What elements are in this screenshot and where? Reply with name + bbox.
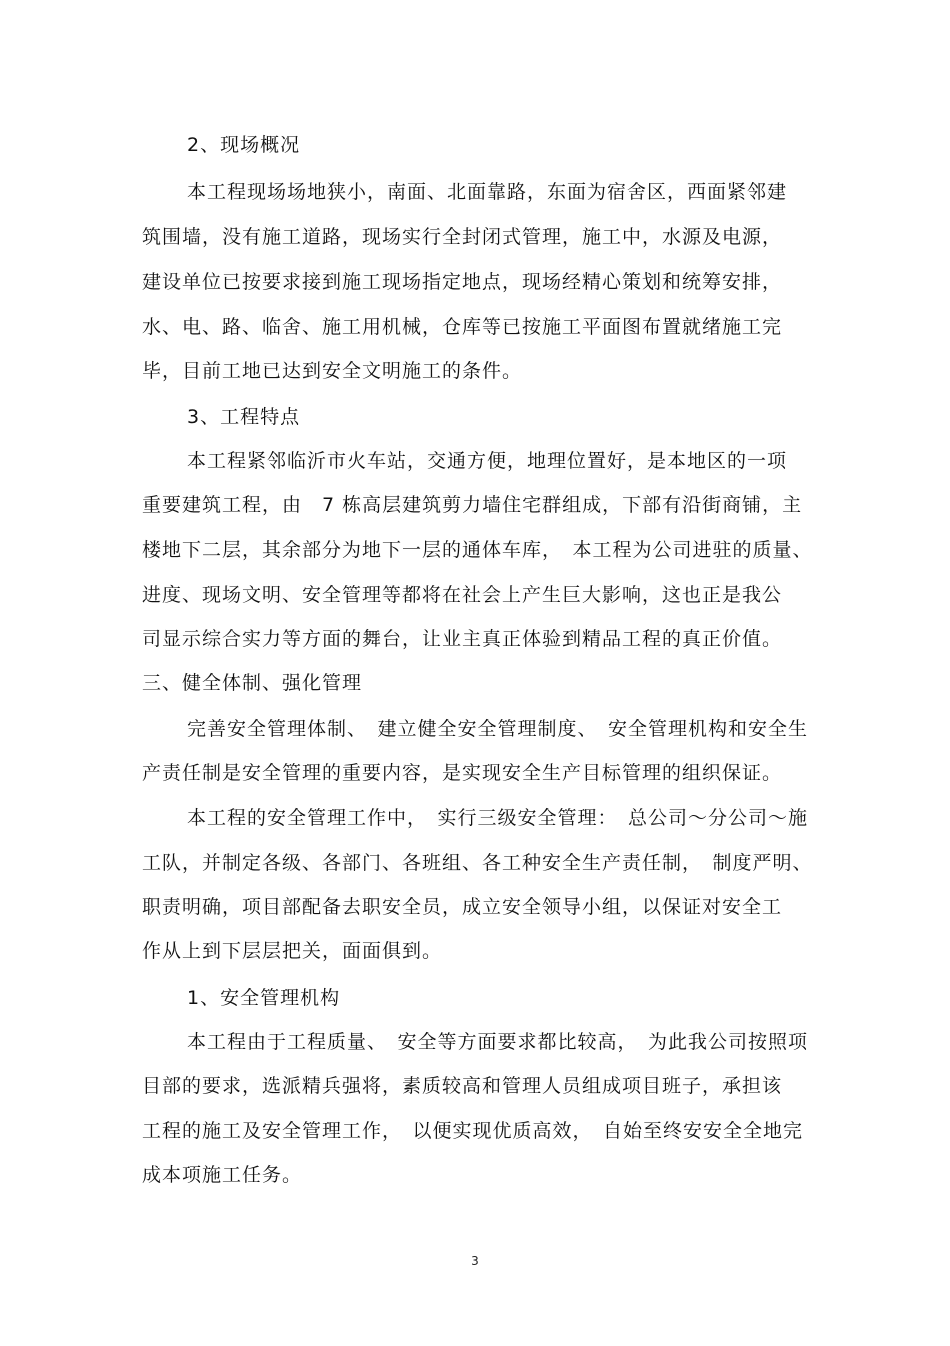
paragraph-line: 作从上到下层层把关，面面俱到。: [142, 940, 443, 962]
section-heading-management-system: 三、健全体制、强化管理: [142, 672, 363, 694]
paragraph-line: 楼地下二层，其余部分为地下一层的通体车库， 本工程为公司进驻的质量、: [142, 539, 813, 561]
paragraph-line: 职责明确，项目部配备去职安全员，成立安全领导小组，以保证对安全工: [142, 896, 783, 918]
paragraph-line: 水、电、路、临舍、施工用机械，仓库等已按施工平面图布置就绪施工完: [142, 316, 783, 338]
section-heading-safety-organization: 1、安全管理机构: [187, 987, 341, 1009]
paragraph-line: 本工程现场场地狭小，南面、北面靠路，东面为宿舍区，西面紧邻建: [187, 181, 788, 203]
page-number: 3: [471, 1254, 479, 1268]
section-heading-site-overview: 2、现场概况: [187, 134, 301, 156]
paragraph-line: 筑围墙，没有施工道路，现场实行全封闭式管理，施工中，水源及电源，: [142, 226, 783, 248]
paragraph-line: 建设单位已按要求接到施工现场指定地点，现场经精心策划和统筹安排，: [142, 271, 783, 293]
paragraph-line: 产责任制是安全管理的重要内容，是实现安全生产目标管理的组织保证。: [142, 762, 783, 784]
section-heading-project-features: 3、工程特点: [187, 406, 301, 428]
paragraph-line: 进度、现场文明、安全管理等都将在社会上产生巨大影响，这也正是我公: [142, 584, 783, 606]
paragraph-line: 工队，并制定各级、各部门、各班组、各工种安全生产责任制， 制度严明、: [142, 852, 813, 874]
paragraph-line: 目部的要求，选派精兵强将，素质较高和管理人员组成项目班子，承担该: [142, 1075, 783, 1097]
paragraph-line: 重要建筑工程，由 7 栋高层建筑剪力墙住宅群组成，下部有沿街商铺，主: [142, 494, 803, 516]
paragraph-line: 完善安全管理体制、 建立健全安全管理制度、 安全管理机构和安全生: [187, 718, 809, 740]
paragraph-line: 成本项施工任务。: [142, 1164, 303, 1186]
paragraph-line: 本工程紧邻临沂市火车站，交通方便，地理位置好，是本地区的一项: [187, 450, 788, 472]
paragraph-line: 工程的施工及安全管理工作， 以便实现优质高效， 自始至终安安全全地完: [142, 1120, 804, 1142]
paragraph-line: 司显示综合实力等方面的舞台，让业主真正体验到精品工程的真正价值。: [142, 628, 783, 650]
paragraph-line: 毕，目前工地已达到安全文明施工的条件。: [142, 360, 523, 382]
paragraph-line: 本工程由于工程质量、 安全等方面要求都比较高， 为此我公司按照项: [187, 1031, 809, 1053]
paragraph-line: 本工程的安全管理工作中， 实行三级安全管理： 总公司～分公司～施: [187, 807, 809, 829]
